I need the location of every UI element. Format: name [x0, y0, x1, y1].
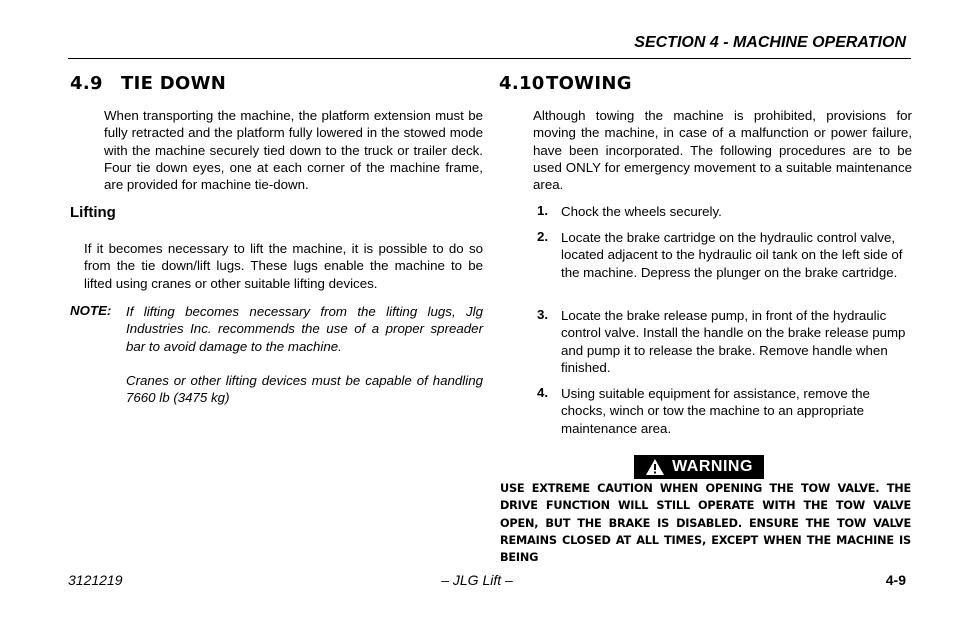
footer-title: – JLG Lift –	[441, 572, 513, 588]
step-number: 4.	[537, 385, 549, 400]
heading-title: TIE DOWN	[121, 73, 227, 94]
header-divider	[68, 58, 911, 59]
warning-triangle-icon	[645, 458, 665, 476]
section-header: SECTION 4 - MACHINE OPERATION	[634, 34, 906, 51]
step-text: Using suitable equipment for assistance, remove the chocks, winch or tow the machine to an appropriate maintenance area.	[561, 386, 870, 436]
warning-banner	[634, 455, 764, 479]
tie-down-paragraph: When transporting the machine, the platform extension must be fully retracted and the platform fully lowered in the stowed mode with the machine securely tied down to the truck or trailer deck. Four tie down eyes, one at each corner of the machine frame, are provided for machine tie-down.	[104, 108, 483, 193]
step-number: 1.	[537, 203, 549, 218]
heading-number: 4.10	[499, 73, 545, 94]
step-text: Locate the brake cartridge on the hydraulic control valve, located adjacent to the hydraulic oil tank on the left side of the machine. Depress the plunger on the brake cartridge.	[561, 230, 903, 280]
warning-text: USE EXTREME CAUTION WHEN OPENING THE TOW VALVE. THE DRIVE FUNCTION WILL STILL OPERATE WITH THE TOW VALVE OPEN, BUT THE BRAKE IS DISABLED. ENSURE THE TOW VALVE REMAINS CLOSED AT ALL TIMES, EXCEPT WHEN THE MACHINE IS BEING	[500, 482, 911, 565]
heading-number: 4.9	[70, 73, 103, 94]
doc-number: 3121219	[68, 572, 123, 588]
lifting-subheading: Lifting	[70, 204, 116, 221]
step-number: 3.	[537, 307, 549, 322]
note-text-capacity: Cranes or other lifting devices must be capable of handling 7660 lb (3475 kg)	[126, 373, 483, 406]
step-text: Chock the wheels securely.	[561, 204, 722, 219]
warning-label: WARNING	[672, 458, 753, 475]
step-number: 2.	[537, 229, 549, 244]
section-heading-tie-down	[70, 73, 226, 94]
towing-paragraph: Although towing the machine is prohibited, provisions for moving the machine, in case of a malfunction or power failure, have been incorporated. The following procedures are to be used ONLY for emergency movement to a suitable maintenance area.	[533, 108, 912, 193]
section-heading-towing	[499, 73, 632, 94]
note-label: NOTE:	[70, 303, 112, 318]
page-number: 4-9	[885, 572, 906, 588]
heading-title: TOWING	[546, 73, 632, 94]
lifting-paragraph: If it becomes necessary to lift the machine, it is possible to do so from the tie down/lift lugs. These lugs enable the machine to be lifted using cranes or other suitable lifting devices.	[84, 241, 483, 291]
note-text-spreader-bar: If lifting becomes necessary from the lifting lugs, Jlg Industries Inc. recommends the use of a proper spreader bar to avoid damage to the machine.	[126, 304, 483, 354]
step-text: Locate the brake release pump, in front of the hydraulic control valve. Install the handle on the brake release pump and pump it to release the brake. Remove handle when finished.	[561, 308, 906, 375]
